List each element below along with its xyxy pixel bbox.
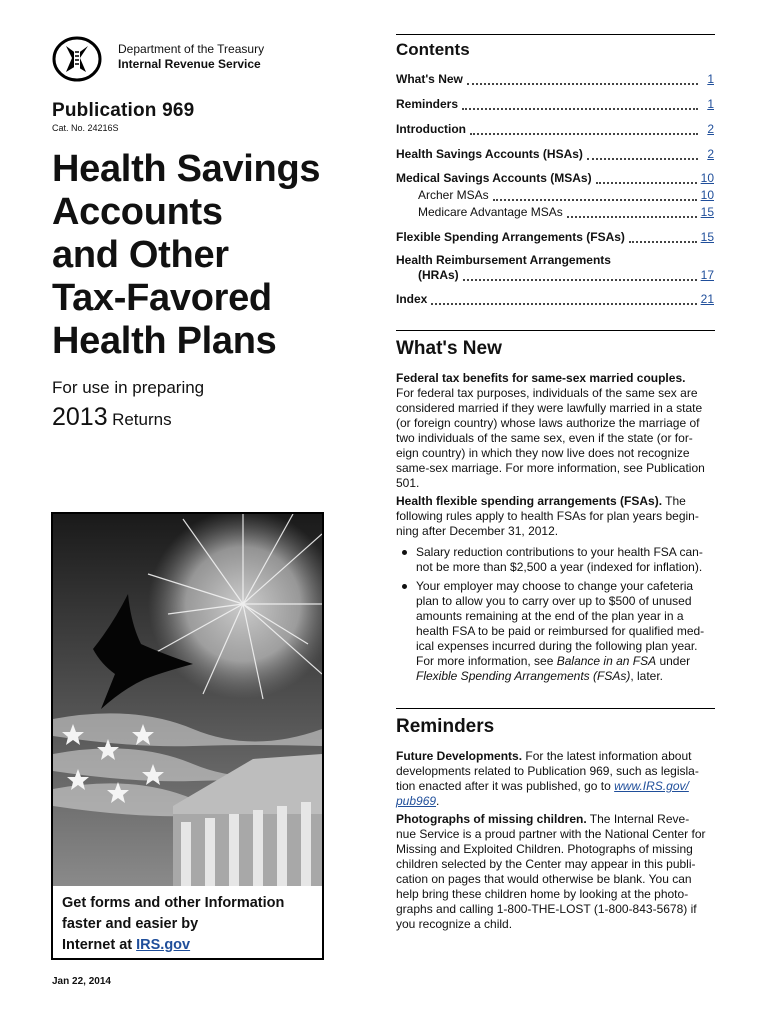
- toc-page-link[interactable]: 10: [700, 188, 714, 202]
- title-line: Health Plans: [52, 320, 277, 362]
- agency-name: Internal Revenue Service: [118, 57, 261, 71]
- toc-entry-whats-new[interactable]: [396, 72, 714, 88]
- text-line: eign country) in which they now live does not recognize: [396, 446, 690, 460]
- cover-panel: [51, 512, 324, 960]
- toc-entry-fsas[interactable]: [396, 230, 714, 246]
- irs-eagle-logo-icon: [52, 36, 102, 82]
- whats-new-paragraph-same-sex: [396, 371, 716, 491]
- line-text: tion enacted after it was published, go to: [396, 779, 615, 793]
- caption-line: Get forms and other Information: [62, 895, 285, 911]
- toc-label: Health Reimbursement Arrangements: [396, 253, 611, 267]
- toc-leader: [462, 107, 698, 110]
- lead-tail: The: [662, 494, 686, 508]
- reminders-heading: Reminders: [396, 716, 495, 737]
- tax-year: 2013: [52, 403, 108, 431]
- toc-label: Medical Savings Accounts (MSAs): [396, 171, 592, 185]
- toc-leader: [493, 198, 697, 201]
- title-line: Health Savings: [52, 148, 321, 190]
- toc-page-link[interactable]: 1: [707, 72, 714, 86]
- toc-label: (HRAs): [418, 268, 459, 282]
- text-line: considered married if they were lawfully married in a state: [396, 401, 703, 415]
- for-use-text: For use in preparing: [52, 378, 205, 397]
- text-line: developments related to Publication 969, such as legisla-: [396, 764, 699, 778]
- toc-page-link[interactable]: 21: [700, 292, 714, 306]
- pub969-link-continued[interactable]: pub969: [396, 794, 437, 808]
- cover-caption: [62, 893, 317, 956]
- lead-text: Future Developments.: [396, 749, 523, 763]
- toc-entry-hsas[interactable]: [396, 147, 714, 163]
- line-end: .: [436, 794, 440, 808]
- fireworks-eagle-capitol-photo-icon: [53, 514, 322, 886]
- list-item: [396, 579, 716, 684]
- catalog-number: Cat. No. 24216S: [52, 123, 119, 133]
- toc-page-link[interactable]: 2: [707, 122, 714, 136]
- toc-page-link[interactable]: 2: [707, 147, 714, 161]
- section-divider: [396, 708, 715, 709]
- text-line: Salary reduction contributions to your health FSA can-: [416, 545, 703, 559]
- lead-tail: The Internal Reve-: [586, 812, 690, 826]
- text-line: health FSA to be paid or reimbursed for qualified med-: [416, 624, 705, 638]
- tax-year-line: [52, 403, 172, 432]
- bullet-icon: [402, 550, 407, 555]
- text-line: cation on pages that would otherwise be blank. You can: [396, 872, 692, 886]
- text-line: you recognize a child.: [396, 917, 513, 931]
- ref-mid: under: [656, 654, 691, 668]
- section-divider: [396, 34, 715, 35]
- toc-leader: [470, 132, 698, 135]
- ref-section: Flexible Spending Arrangements (FSAs): [416, 669, 631, 683]
- caption-prefix: Internet at: [62, 937, 137, 953]
- lead-text: Photographs of missing children.: [396, 812, 587, 826]
- toc-label: Health Savings Accounts (HSAs): [396, 147, 583, 161]
- ref-title: Balance in an FSA: [556, 654, 657, 668]
- toc-leader: [431, 302, 696, 305]
- text-line: For federal tax purposes, individuals of the same sex are: [396, 386, 698, 400]
- text-line: not be more than $2,500 a year (indexed for inflation).: [416, 560, 703, 574]
- toc-entry-reminders[interactable]: [396, 97, 714, 113]
- text-line: nue Service is a proud partner with the National Center for: [396, 827, 706, 841]
- text-line: [396, 794, 716, 809]
- text-line: same-sex marriage. For more information, see Publication: [396, 461, 705, 475]
- toc-leader: [587, 157, 698, 160]
- text-line: plan to allow you to carry over up to $500 of unused: [416, 594, 692, 608]
- toc-label: Introduction: [396, 122, 466, 136]
- text-line: Missing and Exploited Children. Photographs of missing: [396, 842, 693, 856]
- paragraph-lead: [396, 494, 716, 509]
- contents-heading: Contents: [396, 40, 470, 59]
- text-line: two individuals of the same sex, even if the state (or for-: [396, 431, 693, 445]
- text-line: following rules apply to health FSAs for plan years begin-: [396, 509, 699, 523]
- toc-label: What's New: [396, 72, 463, 86]
- ref-suffix: , later.: [630, 669, 664, 683]
- toc-leader: [629, 240, 697, 243]
- text-line: graphs and calling 1-800-THE-LOST (1-800-843-5678) if: [396, 902, 697, 916]
- pub969-link[interactable]: www.IRS.gov/: [614, 779, 689, 793]
- toc-page-link[interactable]: 15: [700, 230, 714, 244]
- caption-line: [62, 935, 317, 956]
- fsa-rules-list: [396, 545, 716, 684]
- text-line: ning after December 31, 2012.: [396, 524, 559, 538]
- title-line: and Other: [52, 234, 229, 276]
- section-divider: [396, 330, 715, 331]
- ref-prefix: For more information, see: [416, 654, 557, 668]
- toc-label: Index: [396, 292, 428, 306]
- toc-label: Flexible Spending Arrangements (FSAs): [396, 230, 625, 244]
- toc-page-link[interactable]: 10: [700, 171, 714, 185]
- toc-page-link[interactable]: 17: [700, 268, 714, 282]
- text-line: Your employer may choose to change your cafeteria: [416, 579, 694, 593]
- publication-number: Publication 969: [52, 100, 195, 121]
- text-line: [396, 779, 716, 794]
- text-line: amounts remaining at the end of the plan year in a: [416, 609, 684, 623]
- toc-entry-hras[interactable]: [418, 268, 714, 284]
- toc-leader: [467, 82, 698, 85]
- text-line: children selected by the Center may appear in this publi-: [396, 857, 696, 871]
- revision-date: Jan 22, 2014: [52, 976, 111, 987]
- list-item: [396, 545, 716, 575]
- lead-text: Federal tax benefits for same-sex married couples.: [396, 371, 686, 385]
- paragraph-lead: [396, 749, 716, 764]
- toc-label: Medicare Advantage MSAs: [418, 205, 563, 219]
- text-line: 501.: [396, 476, 420, 490]
- toc-page-link[interactable]: 1: [707, 97, 714, 111]
- title-line: Tax-Favored: [52, 277, 272, 319]
- reminders-paragraph-future-developments: [396, 749, 716, 809]
- paragraph-lead: [396, 812, 716, 827]
- lead-text: Health flexible spending arrangements (FSAs).: [396, 494, 663, 508]
- paragraph-lead: [396, 371, 716, 386]
- toc-entry-msas[interactable]: [396, 171, 714, 187]
- text-line: ical expenses incurred during the following plan year.: [416, 639, 698, 653]
- lead-tail: For the latest information about: [522, 749, 692, 763]
- toc-entry-introduction[interactable]: [396, 122, 714, 138]
- returns-label: Returns: [112, 410, 172, 429]
- irs-gov-link[interactable]: IRS.gov: [136, 937, 191, 953]
- text-line: [416, 669, 716, 684]
- toc-leader: [463, 278, 697, 281]
- title-line: Accounts: [52, 191, 223, 233]
- toc-entry-hras-title[interactable]: [396, 253, 714, 269]
- caption-line: faster and easier by: [62, 916, 199, 932]
- text-line: (or foreign country) whose laws authorize the marriage of: [396, 416, 700, 430]
- toc-leader: [567, 215, 697, 218]
- toc-entry-medicare-advantage-msas[interactable]: [418, 205, 714, 221]
- toc-leader: [596, 181, 697, 184]
- bullet-icon: [402, 584, 407, 589]
- department-name: Department of the Treasury: [118, 42, 265, 56]
- toc-entry-archer-msas[interactable]: [418, 188, 714, 204]
- toc-label: Reminders: [396, 97, 459, 111]
- whats-new-paragraph-fsas: [396, 494, 716, 539]
- publication-title: [52, 148, 382, 363]
- text-line: [416, 654, 716, 669]
- toc-label: Archer MSAs: [418, 188, 489, 202]
- toc-page-link[interactable]: 15: [700, 205, 714, 219]
- whats-new-heading: What's New: [396, 338, 502, 359]
- reminders-paragraph-missing-children: [396, 812, 716, 932]
- text-line: help bring these children home by looking at the photo-: [396, 887, 689, 901]
- toc-entry-index[interactable]: [396, 292, 714, 308]
